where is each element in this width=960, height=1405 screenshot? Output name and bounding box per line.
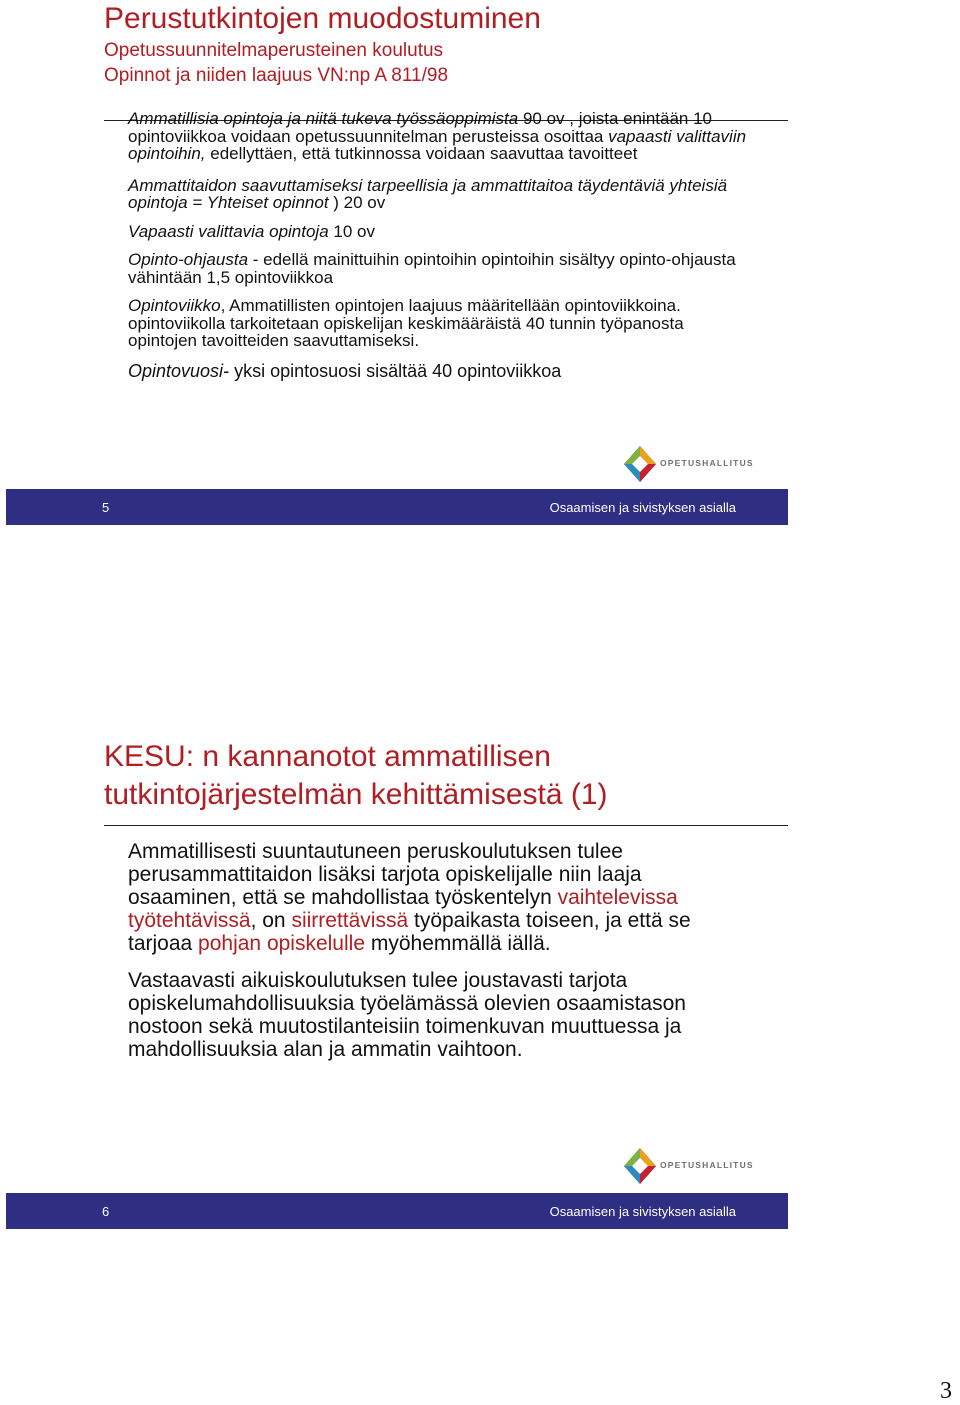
text: yksi opintosuosi sisältää 40 opintoviikkoa: [229, 360, 562, 381]
footer-tagline: Osaamisen ja sivistyksen asialla: [549, 1204, 736, 1219]
paragraph-yhteiset: [128, 177, 748, 212]
text: Ammatillisesti suuntautuneen peruskoulutuksen tulee perusammattitaidon lisäksi tarjota opiskelijalle niin laaja osaaminen, että se mahdollistaa työskentelyn: [128, 840, 642, 909]
diamond-logo-icon: [622, 444, 658, 484]
italic-text: Vapaasti valittavia opintoja: [128, 221, 329, 241]
logo-text: OPETUSHALLITUS: [660, 1160, 754, 1170]
slide-body: [128, 110, 748, 381]
slide-subtitle-2: Opinnot ja niiden laajuus VN:np A 811/98: [104, 65, 449, 86]
italic-text: Ammattitaidon saavuttamiseksi tarpeellisia ja ammattitaitoa täydentäviä yhteisiä opintoja = Yhteiset opinnot: [128, 175, 728, 212]
slide-footer: [6, 489, 788, 525]
slide-body: [128, 840, 748, 1061]
italic-text: Opinto-ohjausta: [128, 250, 249, 269]
slide-footer: [6, 1193, 788, 1229]
opetushallitus-logo: [622, 1146, 754, 1186]
slide-number: 5: [102, 500, 110, 515]
logo-text: OPETUSHALLITUS: [660, 458, 754, 468]
opetushallitus-logo: [622, 444, 754, 484]
page-number: 3: [940, 1378, 952, 1404]
paragraph-opintovuosi: [128, 361, 748, 381]
italic-text: Opintoviikko: [128, 296, 221, 315]
footer-tagline: Osaamisen ja sivistyksen asialla: [549, 500, 736, 515]
slide-title: KESU: n kannanotot ammatillisen tutkintojärjestelmän kehittämisestä (1): [104, 740, 608, 811]
italic-text: Ammatillisia opintoja ja niitä tukeva työssäoppimista: [128, 109, 519, 128]
title-divider: [104, 825, 788, 826]
italic-text: Opintovuosi-: [128, 360, 230, 381]
text: ) 20 ov: [328, 193, 386, 212]
text: - edellä mainittuihin opintoihin opintoihin sisältyy opinto-ohjausta vähintään 1,5 opintoviikkoa: [128, 250, 736, 287]
highlight-text: siirrettävissä: [291, 909, 409, 932]
text: edellyttäen, että tutkinnossa voidaan saavuttaa tavoitteet: [205, 144, 638, 163]
text: 10 ov: [328, 221, 375, 241]
text: , Ammatillisten opintojen laajuus määritellään opintoviikkoina. opintoviikolla tarkoitetaan opiskelijan keskimääräistä 40 tunnin työpanosta opintojen tavoitteiden saavuttamiseksi.: [128, 296, 684, 350]
highlight-text: pohjan opiskelulle: [198, 932, 366, 955]
text: , on: [250, 909, 292, 932]
diamond-logo-icon: [622, 1146, 658, 1186]
highlight-text: vaihtelevissa työtehtävissä: [128, 886, 678, 932]
paragraph-peruskoulutus: [128, 840, 748, 955]
slide-subtitle-1: Opetussuunnitelmaperusteinen koulutus: [104, 40, 444, 61]
italic-text: vapaasti valittaviin opintoihin,: [128, 126, 747, 163]
paragraph-aikuiskoulutus: Vastaavasti aikuiskoulutuksen tulee joustavasti tarjota opiskelumahdollisuuksia työelämässä olevien osaamistason nostoon sekä muutostilanteisiin toimenkuvan muuttuessa ja mahdollisuuksia alan ja ammatin vaihtoon.: [128, 969, 686, 1061]
paragraph-ammatillisia: [128, 110, 748, 163]
paragraph-vapaasti: [128, 223, 748, 241]
slide-number: 6: [102, 1204, 110, 1219]
paragraph-opintoviikko: [128, 297, 748, 350]
text: 90 ov , joista enintään 10 opintoviikkoa voidaan opetussuunnitelman perusteissa osoittaa: [128, 109, 712, 146]
slide-title: Perustutkintojen muodostuminen: [104, 2, 541, 35]
text: työpaikasta toiseen, ja että se tarjoaa: [128, 909, 691, 955]
text: myöhemmällä iällä.: [365, 932, 551, 955]
paragraph-opinto-ohjausta: [128, 251, 748, 286]
